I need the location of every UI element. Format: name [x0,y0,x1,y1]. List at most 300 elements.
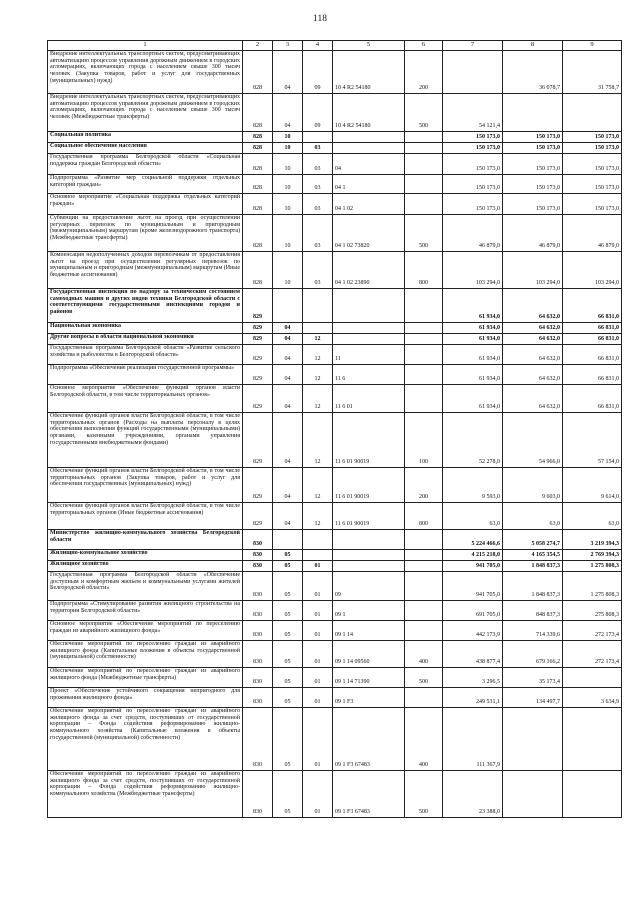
section-code-cell: 04 [273,51,303,94]
ministry-code-cell: 830 [243,561,273,572]
subsection-code-cell: 01 [303,621,333,641]
amount-year1-cell: 46 879,0 [443,215,503,252]
subsection-code-cell [303,550,333,561]
amount-year3-cell [563,94,622,132]
target-article-cell: 04 [333,154,405,175]
amount-year2-cell: 36 078,7 [503,51,563,94]
ministry-code-cell: 830 [243,688,273,708]
row-name-cell: Субвенции на предоставление льгот на проезд при осуществлении регулярных перевозок по муниципальным и пригородным (межмуниципальным) маршрутам (кроме железнодорожного транспорта) (Межбюджетные трансферты) [48,215,243,252]
amount-year3-cell: 63,0 [563,503,622,530]
subsection-code-cell: 01 [303,688,333,708]
subsection-code-cell [303,289,333,323]
amount-year1-cell: 691 705,0 [443,601,503,621]
amount-year2-cell: 1 848 837,3 [503,561,563,572]
expense-type-cell [405,175,443,194]
ministry-code-cell: 828 [243,154,273,175]
amount-year1-cell: 23 388,0 [443,771,503,818]
table-row [48,468,622,503]
target-article-cell [333,334,405,345]
ministry-code-cell: 830 [243,550,273,561]
row-name-cell: Государственная программа Белгородской области «Обеспечение доступным и комфортным жильем и коммунальными услугами жителей Белгородской области» [48,572,243,601]
amount-year2-cell: 150 173,0 [503,194,563,215]
expense-type-cell: 800 [405,503,443,530]
section-code-cell [273,530,303,550]
header-cell: 4 [303,41,333,51]
amount-year2-cell: 64 632,0 [503,385,563,413]
amount-year1-cell: 5 224 466,6 [443,530,503,550]
row-name-cell: Министерство жилищно-коммунального хозяйства Белгородской области [48,530,243,550]
expense-type-cell [405,289,443,323]
ministry-code-cell: 830 [243,572,273,601]
row-name-cell: Обеспечение мероприятий по переселению граждан из аварийного жилищного фонда за счет средств, поступивших от государственной корпорации – Фонда содействия реформированию жилищно-коммунального хозяйства (Межбюджетные трансферты) [48,771,243,818]
section-code-cell: 10 [273,132,303,143]
target-article-cell: 11 6 01 90019 [333,413,405,468]
amount-year2-cell: 5 058 274,7 [503,530,563,550]
row-name-cell: Проект «Обеспечение устойчивого сокращения непригодного для проживания жилищного фонда» [48,688,243,708]
table-row [48,345,622,365]
target-article-cell [333,561,405,572]
target-article-cell: 09 1 14 09560 [333,641,405,668]
row-name-cell: Национальная экономика [48,323,243,334]
row-name-cell: Подпрограмма «Стимулирование развития жилищного строительства на территории Белгородской области» [48,601,243,621]
amount-year1-cell: 150 173,0 [443,132,503,143]
amount-year1-cell: 52 278,0 [443,413,503,468]
expense-type-cell [405,621,443,641]
section-code-cell: 05 [273,668,303,688]
expense-type-cell [405,194,443,215]
target-article-cell [333,323,405,334]
table-row [48,143,622,154]
header-cell: 8 [503,41,563,51]
amount-year3-cell: 57 154,0 [563,413,622,468]
amount-year2-cell: 64 632,0 [503,323,563,334]
section-code-cell: 04 [273,385,303,413]
amount-year2-cell: 35 173,4 [503,668,563,688]
amount-year3-cell [563,771,622,818]
table-row [48,175,622,194]
expense-type-cell [405,601,443,621]
table-row [48,601,622,621]
ministry-code-cell: 828 [243,215,273,252]
amount-year1-cell [443,51,503,94]
ministry-code-cell: 830 [243,771,273,818]
amount-year3-cell: 275 808,3 [563,601,622,621]
amount-year1-cell: 150 173,0 [443,175,503,194]
subsection-code-cell: 12 [303,413,333,468]
amount-year3-cell: 9 614,0 [563,468,622,503]
amount-year1-cell: 4 215 218,0 [443,550,503,561]
table-row [48,561,622,572]
row-name-cell: Основное мероприятие «Обеспечение функций органов власти Белгородской области, в том числе территориальных органов» [48,385,243,413]
expense-type-cell [405,154,443,175]
target-article-cell: 09 1 [333,601,405,621]
section-code-cell: 05 [273,601,303,621]
amount-year1-cell: 61 934,0 [443,365,503,385]
section-code-cell: 04 [273,334,303,345]
expense-type-cell: 500 [405,668,443,688]
section-code-cell: 04 [273,94,303,132]
subsection-code-cell: 12 [303,334,333,345]
section-code-cell: 05 [273,561,303,572]
table-row [48,708,622,771]
amount-year3-cell: 31 758,7 [563,51,622,94]
expense-type-cell [405,550,443,561]
ministry-code-cell: 829 [243,323,273,334]
table-header-row [48,41,622,51]
table-row [48,550,622,561]
subsection-code-cell [303,530,333,550]
amount-year3-cell: 66 831,0 [563,334,622,345]
section-code-cell: 04 [273,345,303,365]
ministry-code-cell: 828 [243,94,273,132]
table-row [48,215,622,252]
section-code-cell: 10 [273,215,303,252]
amount-year2-cell: 714 339,6 [503,621,563,641]
ministry-code-cell: 830 [243,708,273,771]
expense-type-cell [405,572,443,601]
subsection-code-cell: 01 [303,561,333,572]
section-code-cell: 10 [273,154,303,175]
ministry-code-cell: 828 [243,132,273,143]
amount-year3-cell: 3 634,9 [563,688,622,708]
table-row [48,51,622,94]
amount-year2-cell: 150 173,0 [503,132,563,143]
row-name-cell: Подпрограмма «Обеспечение реализации государственной программы» [48,365,243,385]
subsection-code-cell: 01 [303,641,333,668]
row-name-cell: Обеспечение мероприятий по переселению граждан из аварийного жилищного фонда (Межбюджетные трансферты) [48,668,243,688]
ministry-code-cell: 829 [243,365,273,385]
table-row [48,771,622,818]
table-row [48,323,622,334]
table-row [48,641,622,668]
subsection-code-cell: 03 [303,252,333,289]
target-article-cell [333,550,405,561]
table-row [48,503,622,530]
row-name-cell: Основное мероприятие «Обеспечение мероприятий по переселению граждан из аварийного жилищного фонда» [48,621,243,641]
amount-year2-cell: 134 497,7 [503,688,563,708]
target-article-cell [333,132,405,143]
amount-year3-cell: 150 173,0 [563,154,622,175]
amount-year1-cell: 150 173,0 [443,194,503,215]
section-code-cell: 04 [273,323,303,334]
expense-type-cell: 400 [405,641,443,668]
target-article-cell: 10 4 R2 54180 [333,94,405,132]
ministry-code-cell: 830 [243,641,273,668]
amount-year1-cell: 3 296,5 [443,668,503,688]
expense-type-cell [405,688,443,708]
ministry-code-cell: 829 [243,385,273,413]
subsection-code-cell: 12 [303,345,333,365]
target-article-cell: 04 1 02 23890 [333,252,405,289]
subsection-code-cell: 03 [303,194,333,215]
amount-year2-cell: 1 848 837,3 [503,572,563,601]
expense-type-cell: 500 [405,771,443,818]
ministry-code-cell: 828 [243,51,273,94]
row-name-cell: Жилищно-коммунальное хозяйство [48,550,243,561]
target-article-cell: 09 1 14 71390 [333,668,405,688]
amount-year1-cell: 150 173,0 [443,154,503,175]
row-name-cell: Социальная политика [48,132,243,143]
row-name-cell: Внедрение интеллектуальных транспортных систем, предусматривающих автоматизацию процессов управления дорожным движением в городских агломерациях, включающих города с населением свыше 300 тысяч человек (Закупка товаров, работ и услуг для государственных (муниципальных) нужд) [48,51,243,94]
table-row [48,668,622,688]
ministry-code-cell: 830 [243,621,273,641]
header-cell: 9 [563,41,622,51]
amount-year1-cell: 150 173,0 [443,143,503,154]
amount-year3-cell [563,708,622,771]
target-article-cell: 11 [333,345,405,365]
amount-year3-cell: 66 831,0 [563,323,622,334]
amount-year1-cell: 61 934,0 [443,385,503,413]
header-cell: 2 [243,41,273,51]
section-code-cell: 05 [273,771,303,818]
amount-year2-cell: 4 165 354,5 [503,550,563,561]
amount-year3-cell: 66 831,0 [563,385,622,413]
expense-type-cell: 400 [405,708,443,771]
row-name-cell: Социальное обеспечение населения [48,143,243,154]
target-article-cell: 11 6 01 90019 [333,468,405,503]
section-code-cell: 05 [273,550,303,561]
subsection-code-cell: 01 [303,668,333,688]
section-code-cell: 10 [273,143,303,154]
ministry-code-cell: 829 [243,413,273,468]
subsection-code-cell: 12 [303,503,333,530]
subsection-code-cell [303,132,333,143]
target-article-cell: 09 1 14 [333,621,405,641]
table-row [48,621,622,641]
header-cell: 5 [333,41,405,51]
amount-year1-cell: 54 121,4 [443,94,503,132]
row-name-cell: Обеспечение функций органов власти Белгородской области, в том числе территориальных органов (Расходы на выплаты персоналу в целях обеспечения выполнения функций государственными (муниципальными) органами, казенными учреждениями, органами управления государственными внебюджетными фондами) [48,413,243,468]
target-article-cell: 04 1 02 73820 [333,215,405,252]
header-cell: 1 [48,41,243,51]
amount-year3-cell: 150 173,0 [563,175,622,194]
amount-year3-cell: 3 219 394,3 [563,530,622,550]
target-article-cell: 04 1 02 [333,194,405,215]
ministry-code-cell: 828 [243,194,273,215]
target-article-cell [333,289,405,323]
subsection-code-cell: 12 [303,365,333,385]
ministry-code-cell: 830 [243,530,273,550]
expense-type-cell: 200 [405,51,443,94]
amount-year3-cell: 66 831,0 [563,365,622,385]
amount-year1-cell: 438 877,4 [443,641,503,668]
amount-year3-cell: 46 879,0 [563,215,622,252]
header-cell: 7 [443,41,503,51]
amount-year2-cell: 9 603,0 [503,468,563,503]
table-row [48,94,622,132]
target-article-cell: 04 1 [333,175,405,194]
expense-type-cell [405,530,443,550]
table-row [48,132,622,143]
table-row [48,530,622,550]
ministry-code-cell: 829 [243,345,273,365]
subsection-code-cell: 03 [303,175,333,194]
section-code-cell: 10 [273,252,303,289]
ministry-code-cell: 830 [243,668,273,688]
amount-year3-cell: 1 275 808,3 [563,572,622,601]
amount-year3-cell: 150 173,0 [563,194,622,215]
expense-type-cell: 800 [405,252,443,289]
row-name-cell: Внедрение интеллектуальных транспортных систем, предусматривающих автоматизацию процессов управления дорожным движением в городских агломерациях, включающих города с населением свыше 300 тысяч человек (Межбюджетные трансферты) [48,94,243,132]
amount-year2-cell: 64 632,0 [503,345,563,365]
table-row [48,365,622,385]
subsection-code-cell [303,323,333,334]
section-code-cell: 05 [273,641,303,668]
amount-year1-cell: 61 934,0 [443,334,503,345]
table-row [48,154,622,175]
table-row [48,252,622,289]
amount-year1-cell: 61 934,0 [443,345,503,365]
amount-year2-cell [503,94,563,132]
target-article-cell: 11 6 [333,365,405,385]
target-article-cell: 11 6 01 90019 [333,503,405,530]
expense-type-cell: 200 [405,468,443,503]
amount-year2-cell: 64 632,0 [503,365,563,385]
table-row [48,194,622,215]
section-code-cell: 10 [273,194,303,215]
amount-year3-cell: 150 173,0 [563,143,622,154]
row-name-cell: Государственная программа Белгородской области «Социальная поддержка граждан Белгородской области» [48,154,243,175]
subsection-code-cell: 12 [303,385,333,413]
row-name-cell: Обеспечение мероприятий по переселению граждан из аварийного жилищного фонда (Капитальные вложения в объекты государственной (муниципальной) собственности) [48,641,243,668]
section-code-cell: 04 [273,503,303,530]
target-article-cell: 11 6 01 [333,385,405,413]
table-row [48,688,622,708]
table-row [48,385,622,413]
row-name-cell: Государственная программа Белгородской области «Развитие сельского хозяйства и рыболовства в Белгородской области» [48,345,243,365]
amount-year2-cell [503,708,563,771]
amount-year1-cell: 63,0 [443,503,503,530]
amount-year3-cell: 150 173,0 [563,132,622,143]
amount-year2-cell: 679 166,2 [503,641,563,668]
amount-year3-cell [563,668,622,688]
amount-year2-cell: 64 632,0 [503,334,563,345]
section-code-cell: 04 [273,413,303,468]
section-code-cell: 05 [273,688,303,708]
ministry-code-cell: 830 [243,601,273,621]
section-code-cell: 05 [273,708,303,771]
ministry-code-cell: 828 [243,252,273,289]
row-name-cell: Жилищное хозяйство [48,561,243,572]
ministry-code-cell: 829 [243,334,273,345]
budget-table [47,40,622,818]
subsection-code-cell: 01 [303,572,333,601]
ministry-code-cell: 828 [243,175,273,194]
page-number: 118 [313,14,327,24]
row-name-cell: Обеспечение функций органов власти Белгородской области, в том числе территориальных органов (Иные бюджетные ассигнования) [48,503,243,530]
amount-year1-cell: 941 705,0 [443,561,503,572]
section-code-cell: 10 [273,175,303,194]
expense-type-cell [405,561,443,572]
amount-year2-cell: 150 173,0 [503,143,563,154]
ministry-code-cell: 829 [243,503,273,530]
subsection-code-cell: 12 [303,468,333,503]
subsection-code-cell: 03 [303,143,333,154]
amount-year2-cell: 150 173,0 [503,175,563,194]
expense-type-cell [405,334,443,345]
expense-type-cell: 500 [405,94,443,132]
amount-year2-cell: 848 837,3 [503,601,563,621]
amount-year3-cell: 1 275 808,3 [563,561,622,572]
target-article-cell: 09 1 F3 [333,688,405,708]
expense-type-cell [405,143,443,154]
amount-year2-cell [503,771,563,818]
amount-year2-cell: 150 173,0 [503,154,563,175]
subsection-code-cell: 09 [303,94,333,132]
row-name-cell: Обеспечение мероприятий по переселению граждан из аварийного жилищного фонда за счет средств, поступивших от государственной корпорации – Фонда содействия реформированию жилищно-коммунального хозяйства (Капитальные вложения в объекты государственной (муниципальной) собственности) [48,708,243,771]
amount-year2-cell: 54 966,0 [503,413,563,468]
section-code-cell: 05 [273,621,303,641]
amount-year3-cell: 2 769 394,3 [563,550,622,561]
header-cell: 3 [273,41,303,51]
amount-year1-cell: 111 367,9 [443,708,503,771]
expense-type-cell [405,132,443,143]
amount-year2-cell: 64 632,0 [503,289,563,323]
subsection-code-cell: 03 [303,215,333,252]
header-cell: 6 [405,41,443,51]
ministry-code-cell: 829 [243,289,273,323]
target-article-cell [333,530,405,550]
section-code-cell: 05 [273,572,303,601]
amount-year3-cell: 103 294,0 [563,252,622,289]
table-row [48,572,622,601]
amount-year2-cell: 103 294,0 [503,252,563,289]
target-article-cell: 09 1 F3 67483 [333,771,405,818]
row-name-cell: Подпрограмма «Развитие мер социальной поддержки отдельных категорий граждан» [48,175,243,194]
amount-year3-cell: 66 831,0 [563,289,622,323]
amount-year3-cell: 272 173,4 [563,641,622,668]
target-article-cell [333,143,405,154]
amount-year1-cell: 61 934,0 [443,323,503,334]
amount-year3-cell: 272 173,4 [563,621,622,641]
expense-type-cell: 500 [405,215,443,252]
subsection-code-cell: 01 [303,708,333,771]
expense-type-cell [405,323,443,334]
ministry-code-cell: 829 [243,468,273,503]
section-code-cell: 04 [273,365,303,385]
row-name-cell: Обеспечение функций органов власти Белгородской области, в том числе территориальных органов (Закупка товаров, работ и услуг для обеспечения государственных (муниципальных) нужд) [48,468,243,503]
subsection-code-cell: 01 [303,601,333,621]
amount-year1-cell: 61 934,0 [443,289,503,323]
amount-year1-cell: 103 294,0 [443,252,503,289]
amount-year1-cell: 941 705,0 [443,572,503,601]
amount-year3-cell: 66 831,0 [563,345,622,365]
expense-type-cell [405,385,443,413]
row-name-cell: Компенсация недополученных доходов перевозчикам от предоставления льгот на проезд при осуществлении регулярных перевозок по муниципальным и пригородным (межмуниципальным) маршрутам (Иные бюджетные ассигнования) [48,252,243,289]
target-article-cell: 10 4 R2 54180 [333,51,405,94]
subsection-code-cell: 09 [303,51,333,94]
table-row [48,289,622,323]
table-row [48,334,622,345]
expense-type-cell [405,345,443,365]
ministry-code-cell: 828 [243,143,273,154]
section-code-cell [273,289,303,323]
expense-type-cell: 100 [405,413,443,468]
target-article-cell: 09 [333,572,405,601]
amount-year1-cell: 9 593,0 [443,468,503,503]
section-code-cell: 04 [273,468,303,503]
amount-year1-cell: 249 531,1 [443,688,503,708]
amount-year1-cell: 442 173,9 [443,621,503,641]
table-row [48,413,622,468]
amount-year2-cell: 46 879,0 [503,215,563,252]
row-name-cell: Государственная инспекция по надзору за техническим состоянием самоходных машин и других видов техники Белгородской области с соответствующими государственными инспекциями городов и районов [48,289,243,323]
row-name-cell: Другие вопросы в области национальной экономики [48,334,243,345]
subsection-code-cell: 03 [303,154,333,175]
subsection-code-cell: 01 [303,771,333,818]
amount-year2-cell: 63,0 [503,503,563,530]
expense-type-cell [405,365,443,385]
